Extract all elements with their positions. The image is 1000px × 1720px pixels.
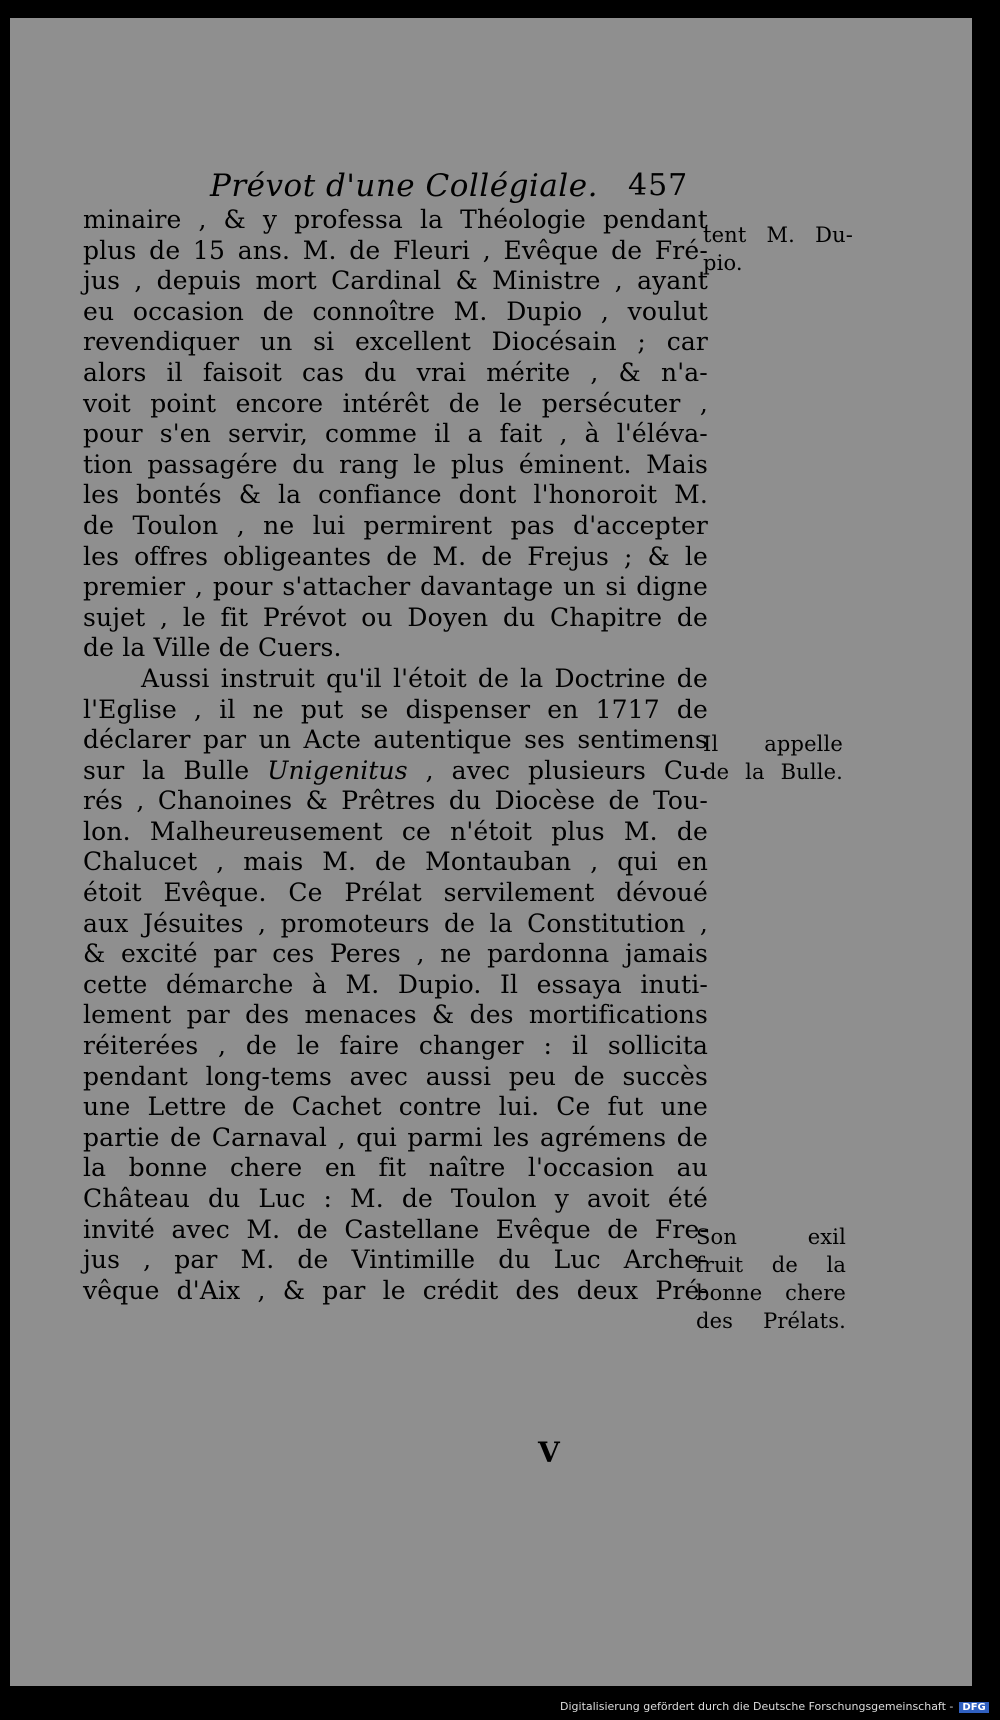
body-line: étoit Evêque. Ce Prélat servilement dévoué	[83, 878, 708, 908]
body-line: tion passagére du rang le plus éminent. Mais	[83, 449, 708, 479]
body-line: la bonne chere en fit naître l'occasion au	[83, 1153, 708, 1183]
digitization-footer	[560, 1700, 989, 1713]
body-line: minaire , & y professa la Théologie pendant	[83, 205, 708, 234]
body-line: réiterées , de le faire changer : il sollicita	[83, 1031, 708, 1061]
margin-note-line: Son exil	[696, 1225, 846, 1249]
margin-note-exil	[696, 1223, 846, 1335]
book-page	[10, 18, 972, 1686]
body-line: aux Jésuites , promoteurs de la Constitution ,	[83, 908, 708, 938]
body-text	[83, 205, 708, 1306]
body-line: & excité par ces Peres , ne pardonna jamais	[83, 939, 708, 969]
margin-note-appelle	[703, 730, 843, 786]
margin-note-line: fruit de la	[696, 1253, 846, 1277]
body-line: lement par des menaces & des mortifications	[83, 1000, 708, 1030]
margin-note-line: pio.	[703, 251, 743, 275]
body-line: invité avec M. de Castellane Evêque de Fre-	[83, 1214, 708, 1244]
margin-note-line: de la Bulle.	[703, 760, 843, 784]
body-line: de Toulon , ne lui permirent pas d'accepter	[83, 510, 708, 540]
body-line: alors il faisoit cas du vrai mérite , & n'a-	[83, 357, 708, 387]
body-line: Château du Luc : M. de Toulon y avoit été	[83, 1184, 708, 1213]
body-line: sujet , le fit Prévot ou Doyen du Chapitre de	[83, 602, 708, 632]
body-line: jus , par M. de Vintimille du Luc Arche-	[83, 1245, 708, 1275]
body-line: les offres obligeantes de M. de Frejus ; & le	[83, 541, 708, 571]
margin-note-line: des Prélats.	[696, 1309, 846, 1333]
body-line: vêque d'Aix , & par le crédit des deux Pré-	[83, 1275, 708, 1305]
body-line: eu occasion de connoître M. Dupio , voulut	[83, 296, 708, 326]
body-line: de la Ville de Cuers.	[83, 633, 342, 663]
body-line: les bontés & la confiance dont l'honoroit M.	[83, 480, 708, 510]
page-number: 457	[628, 168, 689, 203]
footer-text: Digitalisierung gefördert durch die Deutsche Forschungsgemeinschaft -	[560, 1700, 954, 1713]
body-line: Aussi instruit qu'il l'étoit de la Doctrine de	[141, 663, 708, 693]
body-line: sur la Bulle Unigenitus , avec plusieurs Cu-	[83, 755, 708, 785]
body-line: lon. Malheureusement ce n'étoit plus M. de	[83, 816, 708, 846]
body-line: voit point encore intérêt de le persécuter ,	[83, 388, 708, 418]
body-line: premier , pour s'attacher davantage un si digne	[83, 572, 708, 602]
body-line: partie de Carnaval , qui parmi les agrémens de	[83, 1122, 708, 1152]
body-line: rés , Chanoines & Prêtres du Diocèse de Tou-	[83, 786, 708, 816]
body-line: jus , depuis mort Cardinal & Ministre , ayant	[83, 266, 708, 296]
margin-note-tent-dupio	[703, 221, 853, 277]
body-line: pour s'en servir, comme il a fait , à l'éléva-	[83, 419, 708, 449]
dfg-logo: DFG	[959, 1702, 988, 1713]
margin-note-line: bonne chere	[696, 1281, 846, 1305]
body-line: cette démarche à M. Dupio. Il essaya inuti-	[83, 969, 708, 999]
body-line: revendiquer un si excellent Diocésain ; car	[83, 327, 708, 357]
margin-note-line: tent M. Du-	[703, 223, 853, 247]
body-line: une Lettre de Cachet contre lui. Ce fut une	[83, 1092, 708, 1122]
body-line: l'Eglise , il ne put se dispenser en 1717 de	[83, 694, 708, 724]
margin-note-line: Il appelle	[703, 732, 843, 756]
body-line: Chalucet , mais M. de Montauban , qui en	[83, 847, 708, 877]
running-title: Prévot d'une Collégiale.	[210, 168, 598, 204]
body-line: plus de 15 ans. M. de Fleuri , Evêque de Fré-	[83, 235, 708, 265]
signature-mark: V	[538, 1436, 560, 1469]
body-line: déclarer par un Acte autentique ses sentimens	[83, 725, 708, 755]
body-line: pendant long-tems avec aussi peu de succès	[83, 1061, 708, 1091]
